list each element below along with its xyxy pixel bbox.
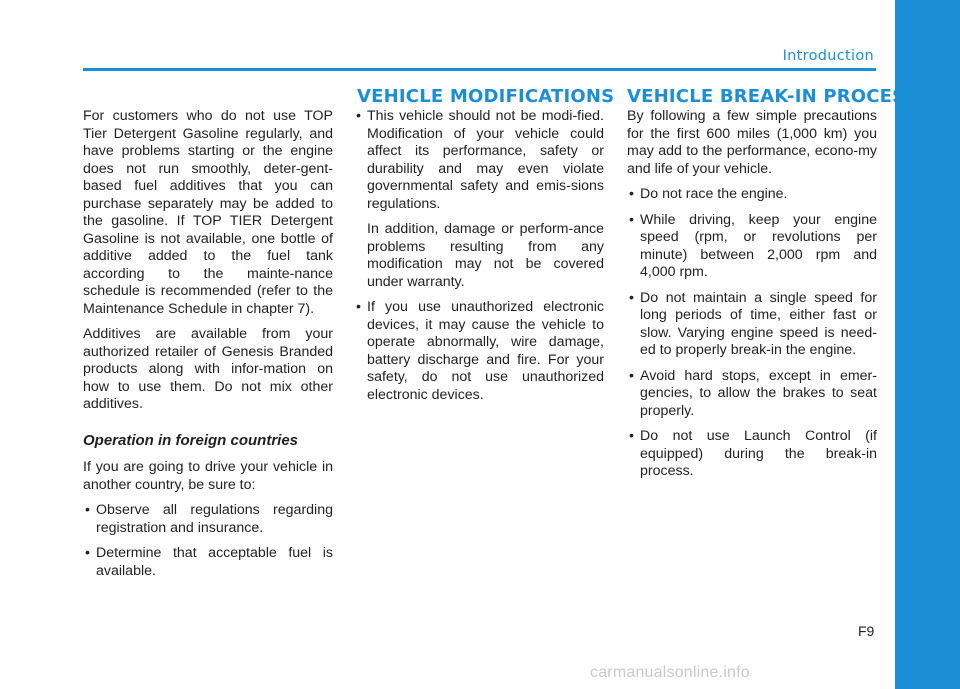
foreign-bullet-list bbox=[83, 502, 333, 580]
list-item: • Avoid hard stops, except in emer-gencies, to allow the brakes to seat properly. bbox=[627, 368, 877, 421]
paragraph-warranty-note: In addition, damage or perform-ance problems resulting from any modification may not be covered under warranty. bbox=[367, 221, 604, 290]
column-fuel-additives bbox=[83, 108, 333, 588]
heading-vehicle-modifications: VEHICLE MODIFICATIONS bbox=[357, 86, 615, 107]
list-item: • Do not use Launch Control (if equipped) during the break-in process. bbox=[627, 428, 877, 481]
page-number: F9 bbox=[858, 623, 875, 639]
list-item: • Do not race the engine. bbox=[627, 186, 877, 204]
paragraph-additives-intro: For customers who do not use TOP Tier Detergent Gasoline regularly, and have problems starting or the engine does not run smoothly, deter-gent-based fuel additives that you can purchase separately may be added to the gasoline. If TOP TIER Detergent Gasoline is not available, one bottle of additive added to the fuel tank according to the mainte-nance schedule is recommended (refer to the Maintenance Schedule in chapter 7). bbox=[83, 108, 333, 317]
list-item: • This vehicle should not be modi-fied. Modification of your vehicle could affect its performance, safety or durability and may even violate governmental safety and emis-sions regulations. bbox=[354, 108, 604, 213]
subheading-foreign-countries: Operation in foreign countries bbox=[83, 431, 299, 449]
section-title: Introduction bbox=[782, 48, 874, 64]
column-break-in-process bbox=[627, 108, 877, 489]
header-rule bbox=[83, 68, 876, 71]
list-item: • If you use unauthorized electronic devices, it may cause the vehicle to operate abnormally, wire damage, battery discharge and fire. For your safety, do not use unauthorized electronic devices. bbox=[354, 299, 604, 404]
list-item: • While driving, keep your engine speed (rpm, or revolutions per minute) between 2,000 rpm and 4,000 rpm. bbox=[627, 212, 877, 282]
heading-vehicle-break-in: VEHICLE BREAK-IN PROCESS bbox=[627, 86, 918, 107]
list-item: • Do not maintain a single speed for long periods of time, either fast or slow. Varying engine speed is need-ed to properly break-in the engine. bbox=[627, 290, 877, 360]
modifications-bullet-list bbox=[354, 108, 604, 213]
watermark-text: carmanualsonline.info bbox=[590, 664, 750, 681]
paragraph-foreign-intro: If you are going to drive your vehicle in another country, be sure to: bbox=[83, 459, 333, 493]
list-item: • Determine that acceptable fuel is available. bbox=[83, 545, 333, 580]
column-vehicle-modifications bbox=[354, 108, 604, 412]
modifications-bullet-list-2 bbox=[354, 299, 604, 404]
list-item: • Observe all regulations regarding registration and insurance. bbox=[83, 502, 333, 537]
break-in-bullet-list bbox=[627, 186, 877, 481]
paragraph-additives-availability: Additives are available from your authorized retailer of Genesis Branded products along with infor-mation on how to use them. Do not mix other additives. bbox=[83, 326, 333, 412]
paragraph-break-in-intro: By following a few simple precautions for the first 600 miles (1,000 km) you may add to the performance, econo-my and life of your vehicle. bbox=[627, 108, 877, 177]
